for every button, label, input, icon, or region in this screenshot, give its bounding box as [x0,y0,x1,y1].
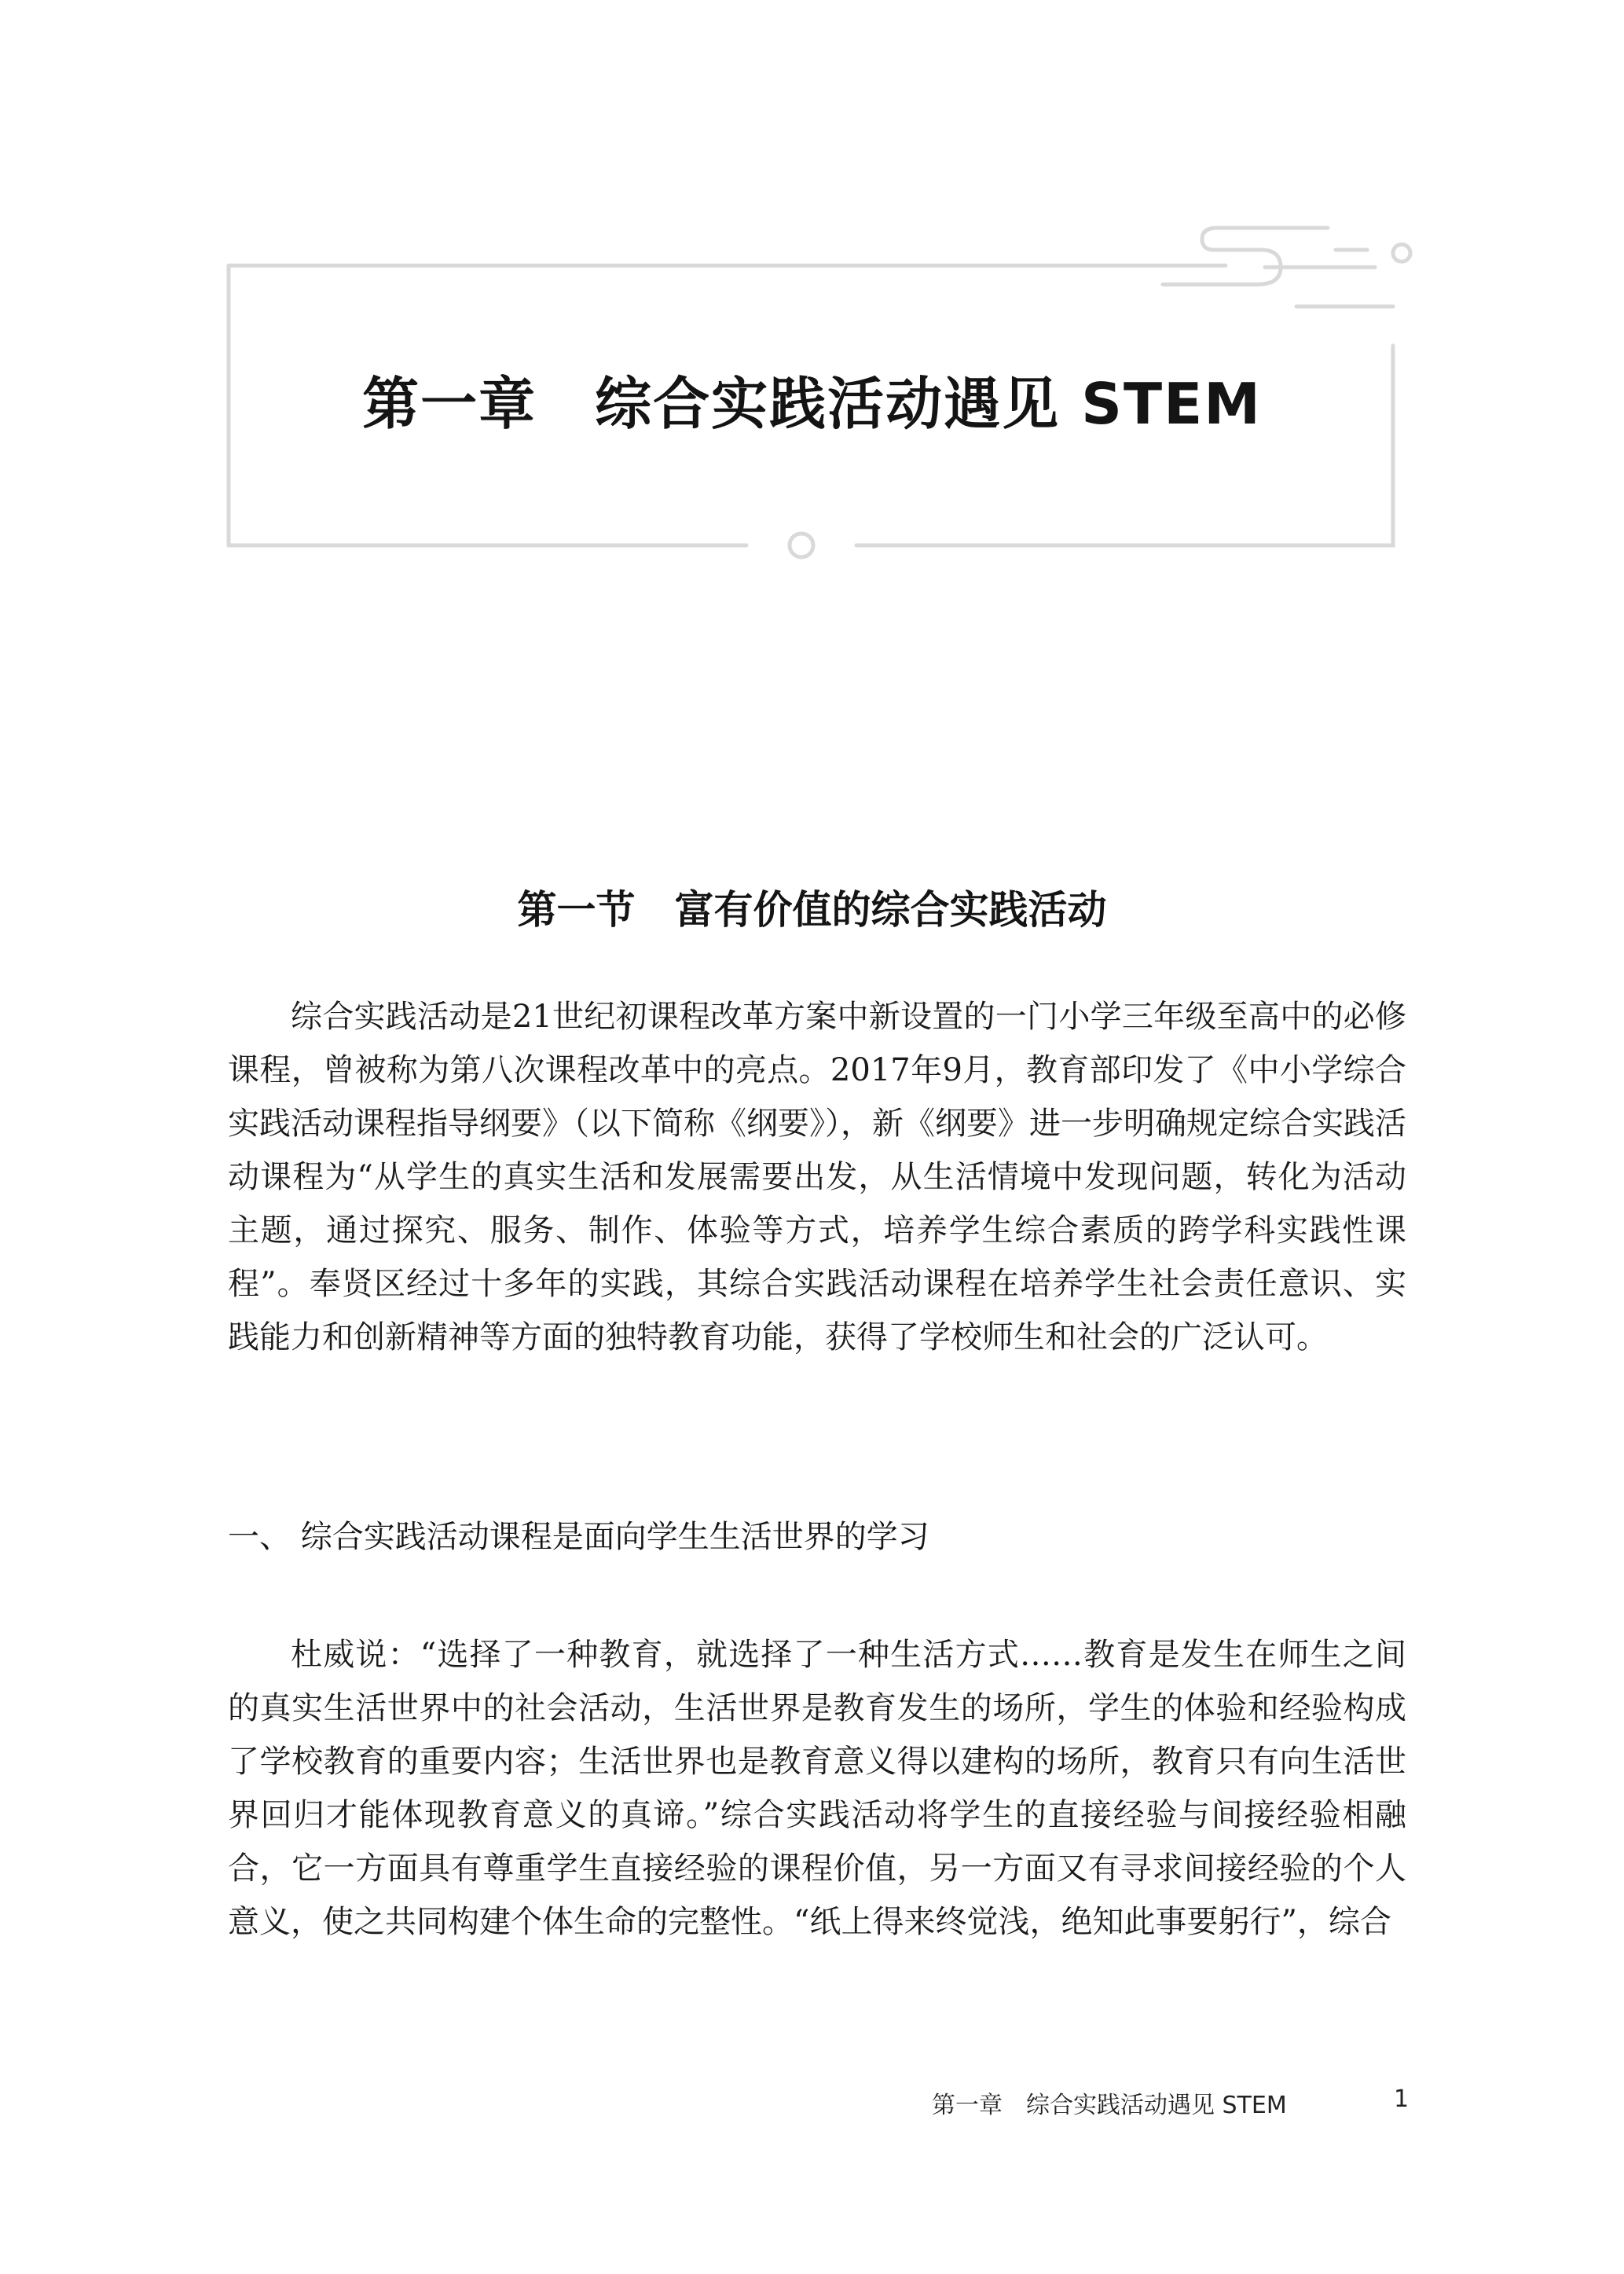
body-paragraph: 杜威说：“选择了一种教育，就选择了一种生活方式……教育是发生在师生之间的真实生活世界中的社会活动，生活世界是教育发生的场所，学生的体验和经验构成了学校教育的重要内容；生活世界也是教育意义得以建构的场所，教育只有向生活世界回归才能体现教育意义的真谛。”综合实践活动将学生的直接经验与间接经验相融合，它一方面具有尊重学生直接经验的课程价值，另一方面又有寻求间接经验的个人意义，使之共同构建个体生命的完整性。“纸上得来终觉浅，绝知此事要躬行”，综合 [228,1637,1406,1940]
subsection-heading: 一、 综合实践活动课程是面向学生生活世界的学习 [228,1519,929,1555]
page-number: 1 [1394,2085,1410,2113]
section-title: 第一节 富有价值的综合实践活动 [517,887,1107,933]
running-footer: 第一章 综合实践活动遇见 STEM [932,2092,1287,2119]
cloud-ornament-icon [1131,228,1410,306]
body-paragraph: 综合实践活动是21世纪初课程改革方案中新设置的一门小学三年级至高中的必修课程，曾被称为第八次课程改革中的亮点。2017年9月，教育部印发了《中小学综合实践活动课程指导纲要》（以下简称《纲要》），新《纲要》进一步明确规定综合实践活动课程为“从学生的真实生活和发展需要出发，从生活情境中发现问题，转化为活动主题，通过探究、服务、制作、体验等方式，培养学生综合素质的跨学科实践性课程”。奉贤区经过十多年的实践，其综合实践活动课程在培养学生社会责任意识、实践能力和创新精神等方面的独特教育功能，获得了学校师生和社会的广泛认可。 [228,999,1406,1355]
chapter-title-frame [0,0,1624,597]
circle-ornament-icon [790,534,813,557]
chapter-title: 第一章 综合实践活动遇见 STEM [362,371,1262,437]
